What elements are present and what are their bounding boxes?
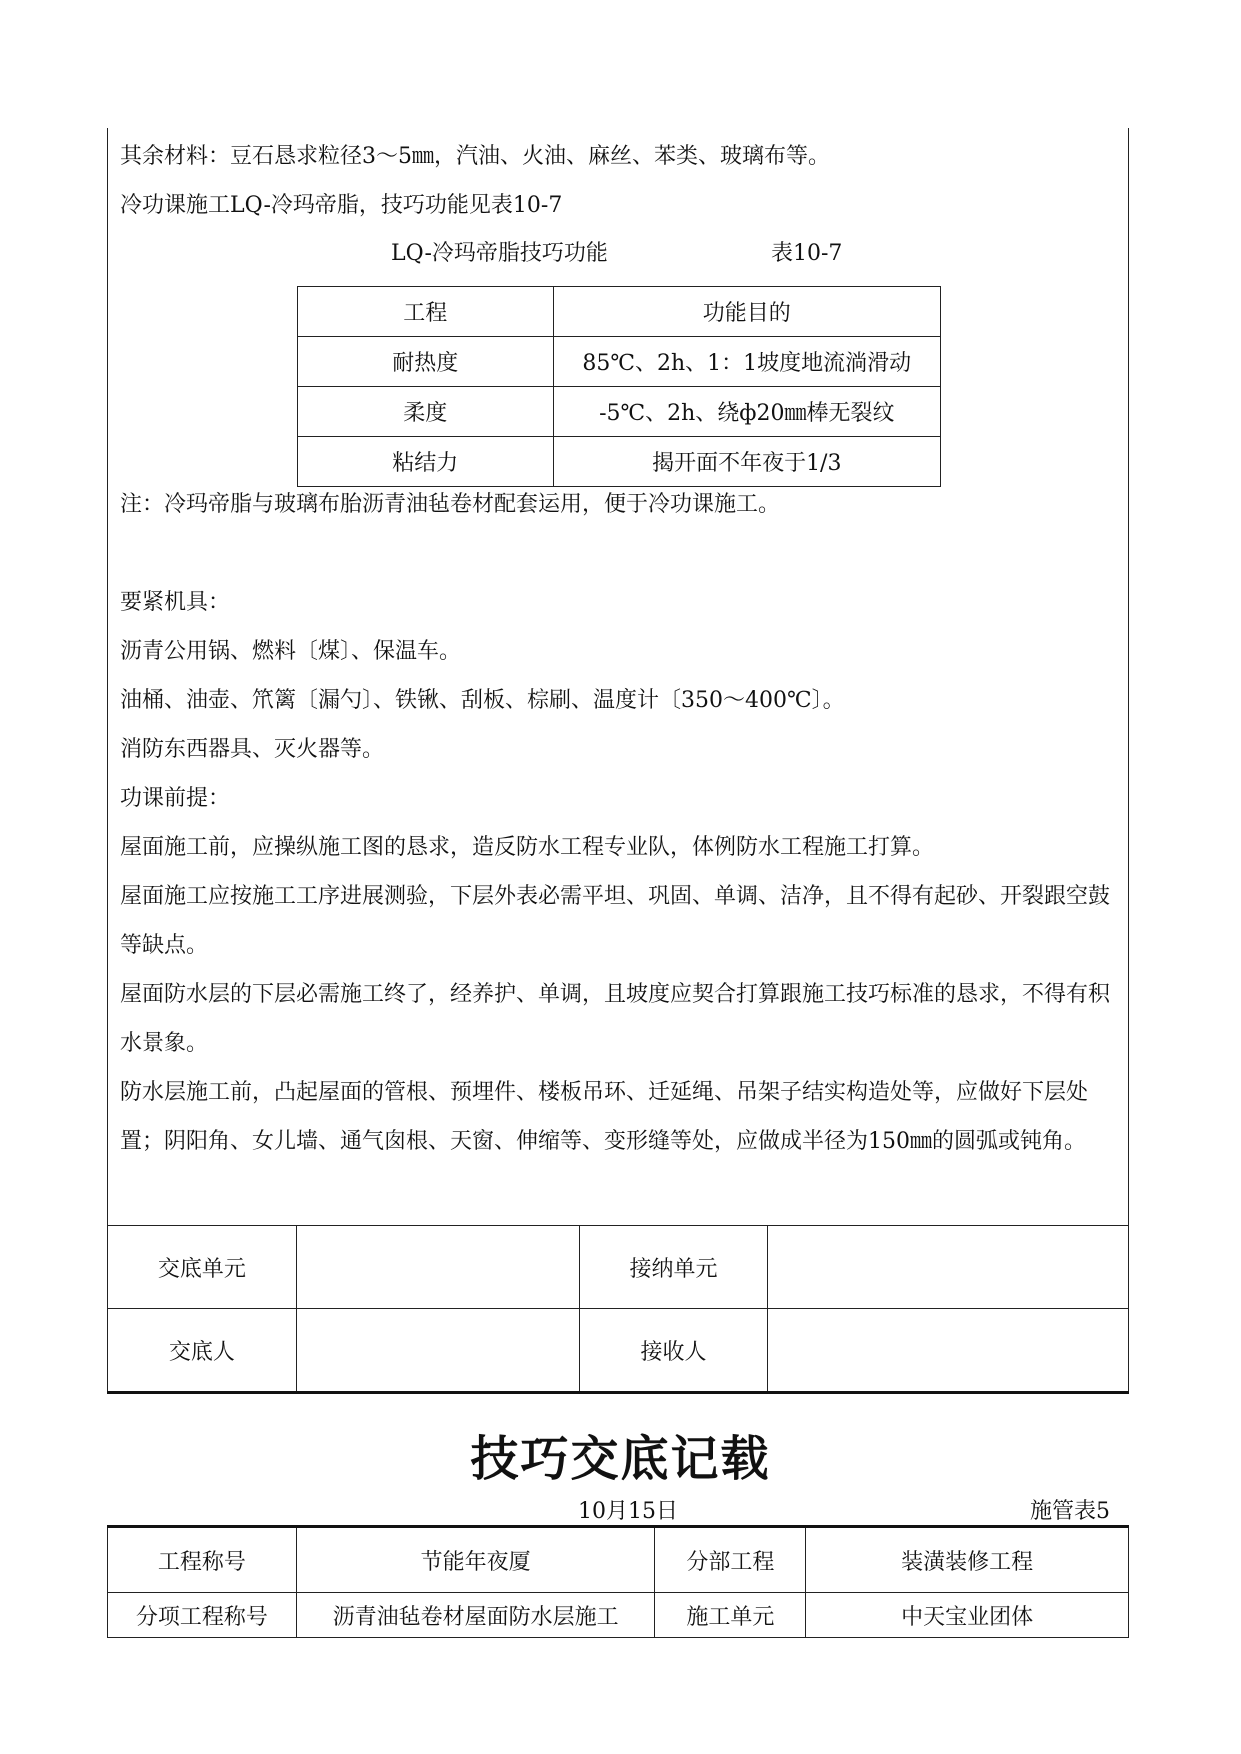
prereq-item: 屋面防水层的下层必需施工终了，经养护、单调，且坡度应契合打算跟施工技巧标准的恳求，不得有积水景象。 [120,982,1111,1056]
form-number: 施管表5 [1030,1499,1110,1524]
spec-header-performance: 功能目的 [553,287,940,337]
spec-cell: 粘结力 [298,437,554,487]
tools-item: 消防东西器具、灭火器等。 [120,737,385,762]
prereq-heading: 功课前提： [120,786,231,811]
spec-table-number: 表10-7 [771,241,843,266]
prereq-item: 屋面施工应按施工工序进展测验，下层外表必需平坦、巩固、单调、洁净，且不得有起砂、开裂跟空鼓等缺点。 [120,884,1111,958]
receiver-unit-field[interactable] [768,1226,1129,1309]
signature-table [107,1225,1129,1394]
spec-cell: 耐热度 [298,337,554,387]
spec-header-item: 工程 [298,287,554,337]
table-row [108,1593,1129,1638]
division-label: 分部工程 [655,1527,806,1593]
spec-cell: -5℃、2h、绕ф20㎜棒无裂纹 [553,387,940,437]
tools-heading: 要紧机具： [120,590,231,615]
table-row [298,437,941,487]
contractor-value: 中天宝业团体 [806,1593,1129,1638]
tools-item: 沥青公用锅、燃料〔煤〕、保温车。 [120,639,462,664]
cold-work-line: 冷功课施工LQ-冷玛帝脂，技巧功能见表10-7 [120,193,563,218]
handover-person-label: 交底人 [108,1309,297,1393]
materials-line: 其余材料：豆石恳求粒径3～5㎜，汽油、火油、麻丝、苯类、玻璃布等。 [120,144,830,169]
spec-cell: 柔度 [298,387,554,437]
body-section [120,480,1120,1166]
table-row [298,387,941,437]
subitem-value: 沥青油毡卷材屋面防水层施工 [296,1593,655,1638]
receiver-person-field[interactable] [768,1309,1129,1393]
material-lines [120,132,1120,230]
record-date: 10月15日 [578,1499,678,1524]
contractor-label: 施工单元 [655,1593,806,1638]
table-row [108,1527,1129,1593]
receiver-unit-label: 接纳单元 [579,1226,768,1309]
receiver-person-label: 接收人 [579,1309,768,1393]
table-row [298,287,941,337]
spec-cell: 揭开面不年夜于1/3 [553,437,940,487]
division-value: 装潢装修工程 [806,1527,1129,1593]
tools-item: 油桶、油壶、笊篱〔漏勺〕、铁锹、刮板、棕刷、温度计〔350～400℃〕。 [120,688,845,713]
prereq-item: 屋面施工前，应操纵施工图的恳求，造反防水工程专业队，体例防水工程施工打算。 [120,835,935,860]
handover-unit-field[interactable] [296,1226,579,1309]
record-title: 技巧交底记载 [470,1431,771,1487]
handover-unit-label: 交底单元 [108,1226,297,1309]
table-row [108,1309,1129,1393]
project-name-value: 节能年夜厦 [296,1527,655,1593]
handover-person-field[interactable] [296,1309,579,1393]
note-line: 注：冷玛帝脂与玻璃布胎沥青油毡卷材配套运用，便于冷功课施工。 [120,492,781,517]
blank-line [120,529,1120,578]
table-row [298,337,941,387]
project-name-label: 工程称号 [108,1527,297,1593]
spec-table-caption: LQ-冷玛帝脂技巧功能 [391,241,608,266]
spec-cell: 85℃、2h、1：1坡度地流淌滑动 [553,337,940,387]
spec-table [297,286,941,487]
table-row [108,1226,1129,1309]
subitem-label: 分项工程称号 [108,1593,297,1638]
record-info-table [107,1525,1129,1638]
prereq-item: 防水层施工前，凸起屋面的管根、预埋件、楼板吊环、迁延绳、吊架子结实构造处等，应做好下层处置；阴阳角、女儿墙、通气囱根、天窗、伸缩等、变形缝等处，应做成半径为150㎜的圆弧或钝角。 [120,1080,1089,1154]
